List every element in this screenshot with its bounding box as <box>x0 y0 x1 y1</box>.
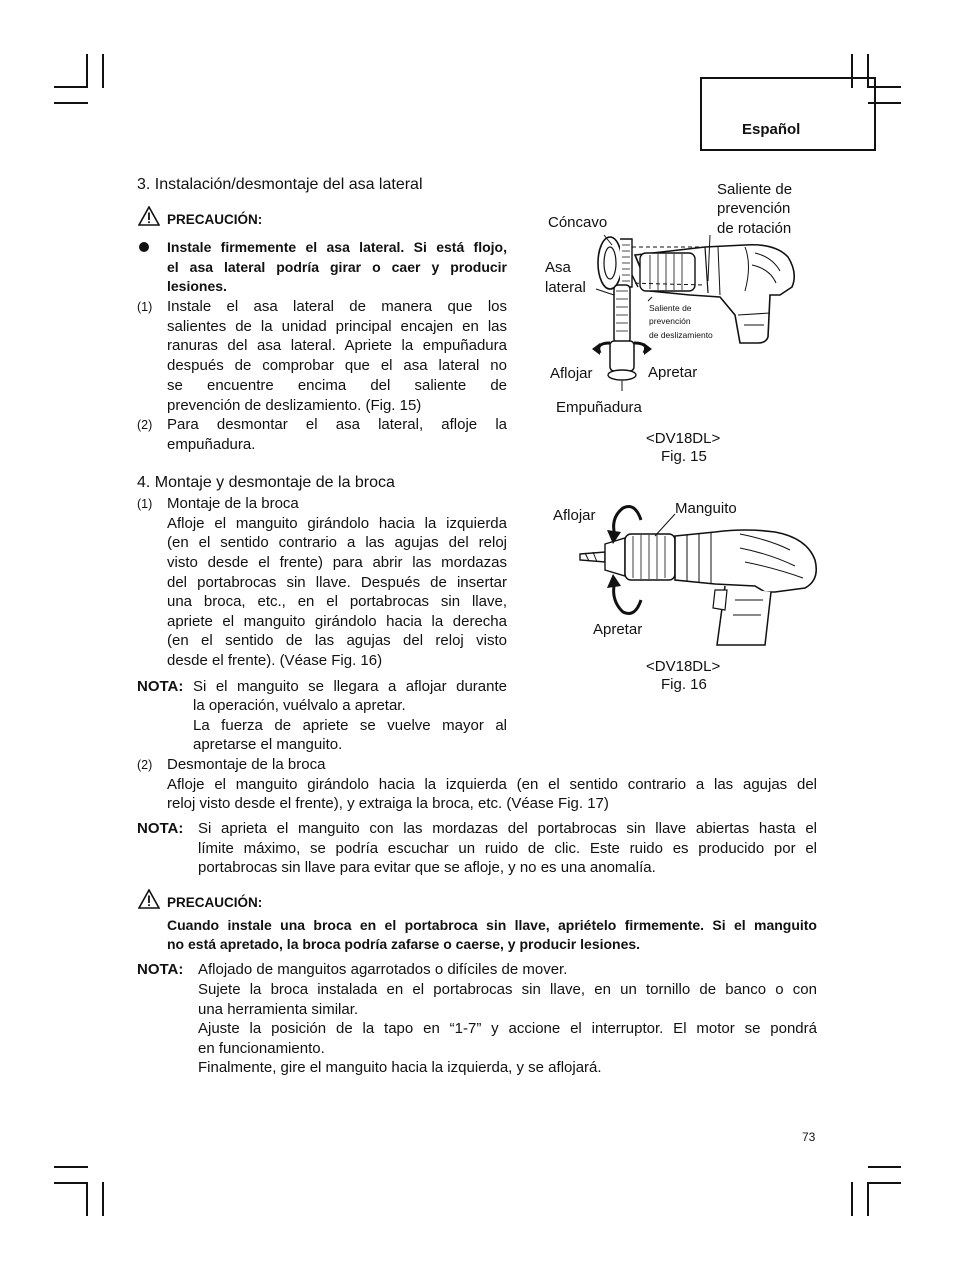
bullet-line: lesiones. <box>167 278 227 294</box>
fig15-label-saliente-deslizamiento: de deslizamiento <box>649 330 713 340</box>
item-number: (2) <box>137 418 153 432</box>
paragraph-line: Finalmente, gire el manguito hacia la izquierda, y se aflojará. <box>198 1059 602 1076</box>
fig16-label-manguito: Manguito <box>675 500 737 517</box>
bullet-line: el asa lateral podría girar o caer y producir <box>167 259 507 275</box>
crop-mark <box>868 1166 901 1168</box>
crop-mark <box>868 1182 901 1184</box>
fig15-label-concavo: Cóncavo <box>548 214 608 231</box>
fig15-label-saliente-rotacion: de rotación <box>717 220 792 237</box>
crop-mark <box>86 1182 88 1216</box>
item-number: (1) <box>137 497 153 511</box>
crop-mark <box>54 1166 88 1168</box>
paragraph-line: salientes de la unidad principal encajen en las <box>167 318 507 335</box>
paragraph-line: Si el manguito se llegara a aflojar durante <box>193 678 507 695</box>
paragraph-line: en funcionamiento. <box>198 1040 325 1057</box>
caution-line: no está apretado, la broca podría zafarse o caerse, y producir lesiones. <box>167 936 641 952</box>
fig15-label-saliente-rotacion: Saliente de <box>717 181 793 198</box>
fig15-label-saliente-rotacion: prevención <box>717 200 791 217</box>
crop-mark <box>86 54 88 88</box>
fig15-label-asa: Asa <box>545 259 571 276</box>
paragraph-line: Afloje el manguito girándolo hacia la izquierda (en el sentido contrario a las agujas del <box>167 776 817 793</box>
paragraph-line: Sujete la broca instalada en el portabrocas sin llave, en un tornillo de banco o con <box>198 981 817 998</box>
page-number: 73 <box>802 1130 816 1144</box>
fig16-label-aflojar: Aflojar <box>553 507 596 524</box>
paragraph-line: después de comprobar que el asa lateral no <box>167 357 507 374</box>
paragraph-line: una herramienta similar. <box>198 1001 359 1018</box>
language-box <box>700 77 876 151</box>
paragraph-line: del portabrocas sin llave. Después de insertar <box>167 574 507 591</box>
language-label: Español <box>742 121 801 138</box>
nota-label: NOTA: <box>137 678 184 695</box>
crop-mark <box>867 1182 869 1216</box>
paragraph-line: una broca, etc., en el portabrocas sin llave, <box>167 593 507 610</box>
fig16-label-apretar: Apretar <box>593 621 643 638</box>
item-number: (2) <box>137 758 153 772</box>
paragraph-line: Aflojado de manguitos agarrotados o difíciles de mover. <box>198 961 568 978</box>
crop-mark <box>102 54 104 88</box>
subheading: Montaje de la broca <box>167 495 299 512</box>
fig15-label-asa: lateral <box>545 279 586 296</box>
paragraph-line: Para desmontar el asa lateral, afloje la <box>167 416 507 433</box>
paragraph-line: Ajuste la posición de la tapo en “1-7” y accione el interruptor. El motor se pondrá <box>198 1020 817 1037</box>
nota-label: NOTA: <box>137 961 184 978</box>
paragraph-line: (en el sentido de las agujas del reloj visto <box>167 632 507 649</box>
crop-mark <box>54 86 88 88</box>
fig15-label-saliente-deslizamiento: prevención <box>649 316 691 326</box>
paragraph-line: empuñadura. <box>167 436 256 453</box>
bullet-line: Instale firmemente el asa lateral. Si está flojo, <box>167 239 507 255</box>
paragraph-line: se encuentre encima del saliente de <box>167 377 507 394</box>
paragraph-line: Instale el asa lateral de manera que los <box>167 298 507 315</box>
paragraph-line: portabrocas sin llave para evitar que se afloje, y no es una anomalía. <box>198 859 656 876</box>
paragraph-line: apretarse el manguito. <box>193 736 343 753</box>
paragraph-line: Afloje el manguito girándolo hacia la izquierda <box>167 515 507 532</box>
caution-label: PRECAUCIÓN: <box>167 895 263 910</box>
paragraph-line: reloj visto desde el frente), y extraiga la broca, etc. (Véase Fig. 17) <box>167 795 609 812</box>
crop-mark <box>851 1182 853 1216</box>
fig15-label-aflojar: Aflojar <box>550 365 593 382</box>
section4-title: 4. Montaje y desmontaje de la broca <box>137 474 395 491</box>
fig16-caption: Fig. 16 <box>661 676 707 693</box>
paragraph-line: prevención de deslizamiento. (Fig. 15) <box>167 397 422 414</box>
paragraph-line: La fuerza de apriete se vuelve mayor al <box>193 717 507 734</box>
paragraph-line: Si aprieta el manguito con las mordazas del portabrocas sin llave abiertas hasta el <box>198 820 817 837</box>
paragraph-line: la operación, vuélvalo a apretar. <box>193 697 406 714</box>
caution-label: PRECAUCIÓN: <box>167 212 263 227</box>
crop-mark <box>102 1182 104 1216</box>
paragraph-line: desde el frente). (Véase Fig. 16) <box>167 652 383 669</box>
warning-icon <box>138 889 160 909</box>
paragraph-line: apriete el manguito girándolo hacia la derecha <box>167 613 507 630</box>
caution-line: Cuando instale una broca en el portabroca sin llave, apriételo firmemente. Si el manguito <box>167 917 817 933</box>
crop-mark <box>54 1182 88 1184</box>
fig15-caption: Fig. 15 <box>661 448 707 465</box>
paragraph-line: visto desde el frente) para abrir las mordazas <box>167 554 507 571</box>
paragraph-line: límite máximo, se podría escuchar un ruido de clic. Este ruido es producido por el <box>198 840 817 857</box>
fig15-label-empunadura: Empuñadura <box>556 399 642 416</box>
paragraph-line: (en el sentido contrario a las agujas del reloj <box>167 534 507 551</box>
crop-mark <box>54 102 88 104</box>
bullet-icon <box>139 242 149 252</box>
warning-icon <box>138 206 160 226</box>
section3-title: 3. Instalación/desmontaje del asa lateral <box>137 176 423 193</box>
fig15-label-saliente-deslizamiento: Saliente de <box>649 303 692 313</box>
subheading: Desmontaje de la broca <box>167 756 326 773</box>
nota-label: NOTA: <box>137 820 184 837</box>
fig16-model: <DV18DL> <box>646 658 721 675</box>
fig15-label-apretar: Apretar <box>648 364 698 381</box>
paragraph-line: ranuras del asa lateral. Apriete la empuñadura <box>167 337 507 354</box>
fig15-model: <DV18DL> <box>646 430 721 447</box>
item-number: (1) <box>137 300 153 314</box>
